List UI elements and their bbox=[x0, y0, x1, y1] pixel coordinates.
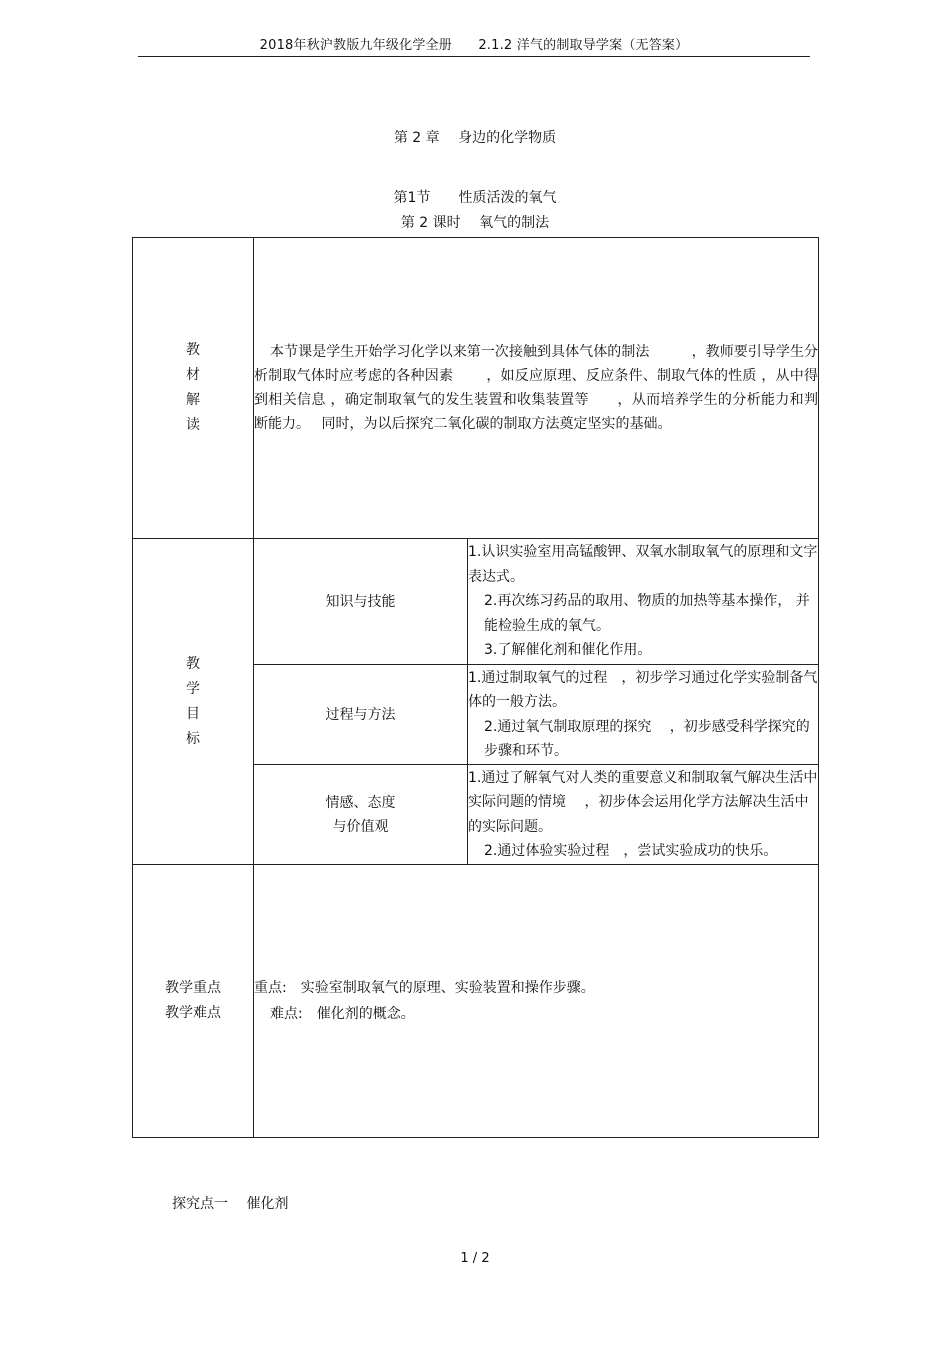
goal-item: 2.通过体验实验过程 ，尝试实验成功的快乐。 bbox=[484, 843, 778, 859]
goal-item: 2.再次练习药品的取用、物质的加热等基本操作， 并能检验生成的氧气。 bbox=[484, 593, 810, 634]
page-number: 1 / 2 bbox=[460, 1251, 490, 1266]
label-char: 学 bbox=[186, 680, 200, 697]
page-header: 2018年秋沪教版九年级化学全册 2.1.2 洋气的制取导学案（无答案） bbox=[138, 34, 810, 57]
label-char: 标 bbox=[186, 730, 200, 747]
textbook-analysis-row bbox=[133, 238, 819, 539]
goal-category-label: 知识与技能 bbox=[325, 593, 396, 610]
label-char: 教 bbox=[186, 342, 200, 358]
goal-items bbox=[468, 665, 819, 765]
key-points-row bbox=[133, 865, 819, 1138]
goal-category bbox=[254, 539, 468, 665]
goal-items bbox=[468, 539, 819, 665]
goal-item: 1.认识实验室用高锰酸钾、双氧水制取氧气的原理和文字表达式。 bbox=[468, 544, 818, 585]
lesson-title: 第 2 课时 氧气的制法 bbox=[400, 215, 550, 231]
chapter-title: 第 2 章 身边的化学物质 bbox=[393, 130, 557, 146]
goal-items bbox=[468, 765, 819, 865]
goal-item: 2.通过氧气制取原理的探究 ，初步感受科学探究的步骤和环节。 bbox=[484, 718, 810, 759]
key-points-cell bbox=[254, 865, 819, 1138]
key-points-label bbox=[133, 865, 254, 1138]
lesson-plan-table bbox=[132, 237, 819, 1138]
textbook-analysis-cell bbox=[254, 238, 819, 539]
goal-row-knowledge bbox=[133, 539, 819, 665]
textbook-analysis-label bbox=[133, 238, 254, 539]
label-line: 教学难点 bbox=[165, 1005, 221, 1021]
goal-category bbox=[254, 765, 468, 865]
goal-category-label: 与价值观 bbox=[332, 818, 389, 835]
section-title: 第1节 性质活泼的氧气 bbox=[393, 190, 557, 206]
explore-point-heading: 探究点一 催化剂 bbox=[172, 1196, 289, 1212]
label-char: 目 bbox=[186, 705, 200, 722]
goal-category bbox=[254, 665, 468, 765]
label-char: 解 bbox=[186, 392, 200, 408]
goal-item: 3.了解催化剂和催化作用。 bbox=[484, 642, 652, 659]
goal-category-label: 情感、态度 bbox=[325, 794, 396, 811]
goal-item: 1.通过制取氧气的过程 ，初步学习通过化学实验制备气体的一般方法。 bbox=[468, 669, 818, 710]
label-char: 教 bbox=[186, 655, 200, 672]
goal-item: 1.通过了解氧气对人类的重要意义和制取氧气解决生活中实际问题的情境 ，初步体会运用化学方法解决生活中的实际问题。 bbox=[468, 769, 818, 835]
textbook-analysis-text: 本节课是学生开始学习化学以来第一次接触到具体气体的制法 ，教师要引导学生分析制取气体时应考虑的各种因素 ，如反应原理、反应条件、制取气体的性质 ，从中得到相关信息 ，确定制取氧气的发生装置和收集装置等 ，从而培养学生的分析能力和判断能力。 同时，为以后探究二氧化碳的制取方法奠定坚实的基础。 bbox=[254, 344, 819, 432]
label-char: 材 bbox=[186, 367, 200, 383]
key-point-text: 重点: 实验室制取氧气的原理、实验装置和操作步骤。 bbox=[254, 980, 595, 996]
goal-category-label: 过程与方法 bbox=[325, 706, 396, 723]
label-char: 读 bbox=[186, 417, 200, 433]
teaching-goals-label bbox=[133, 539, 254, 865]
label-line: 教学重点 bbox=[165, 980, 221, 996]
difficulty-text: 难点: 催化剂的概念。 bbox=[270, 1006, 415, 1022]
